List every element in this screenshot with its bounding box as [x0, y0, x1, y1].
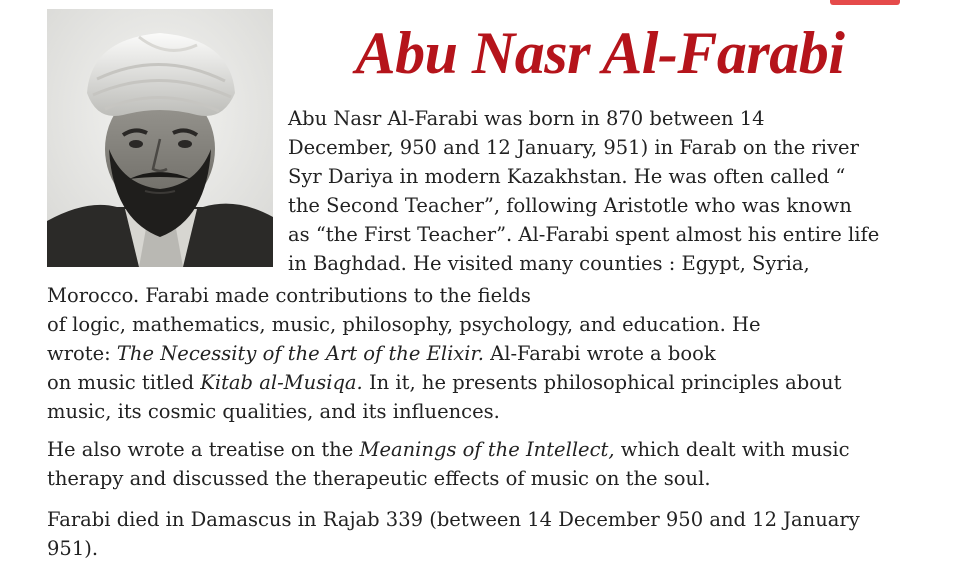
text-span: on music titled [47, 371, 201, 394]
text-line: of logic, mathematics, music, philosophy, psychology, and education. He [47, 313, 761, 336]
text-line: Abu Nasr Al-Farabi was born in 870 between 14 [288, 107, 765, 130]
text-line: therapy and discussed the therapeutic effects of music on the soul. [47, 467, 711, 490]
text-line [47, 435, 850, 464]
book-title-elixir: The Necessity of the Art of the Elixir. [116, 342, 484, 365]
top-decoration [830, 0, 900, 5]
text-span: wrote: [47, 342, 117, 365]
text-line: 951). [47, 537, 99, 560]
text-span: which dealt with music [614, 438, 850, 461]
portrait-image [47, 9, 273, 267]
text-span: In it, he presents philosophical principles about [362, 371, 842, 394]
biography-paragraph-intro [288, 104, 879, 278]
text-line: Farabi died in Damascus in Rajab 339 (between 14 December 950 and 12 January [47, 508, 860, 531]
text-line [47, 368, 841, 397]
text-span: Al-Farabi wrote a book [483, 342, 716, 365]
book-title-intellect: Meanings of the Intellect, [359, 438, 615, 461]
text-line: as “the First Teacher”. Al-Farabi spent almost his entire life [288, 223, 880, 246]
biography-paragraph-contributions [47, 281, 841, 426]
portrait-icon [47, 9, 273, 267]
book-title-musiqa: Kitab al-Musiqa. [200, 371, 363, 394]
text-line: the Second Teacher”, following Aristotle who was known [288, 194, 852, 217]
text-line: music, its cosmic qualities, and its influences. [47, 400, 500, 423]
text-line: December, 950 and 12 January, 951) in Farab on the river [288, 136, 859, 159]
death-paragraph [47, 505, 860, 563]
text-line: Syr Dariya in modern Kazakhstan. He was often called “ [288, 165, 846, 188]
text-span: He also wrote a treatise on the [47, 438, 360, 461]
treatise-paragraph [47, 435, 850, 493]
text-line: in Baghdad. He visited many counties : Egypt, Syria, [288, 252, 810, 275]
page-title: Abu Nasr Al-Farabi [355, 20, 845, 86]
text-line [47, 339, 841, 368]
text-line: Morocco. Farabi made contributions to the fields [47, 284, 531, 307]
